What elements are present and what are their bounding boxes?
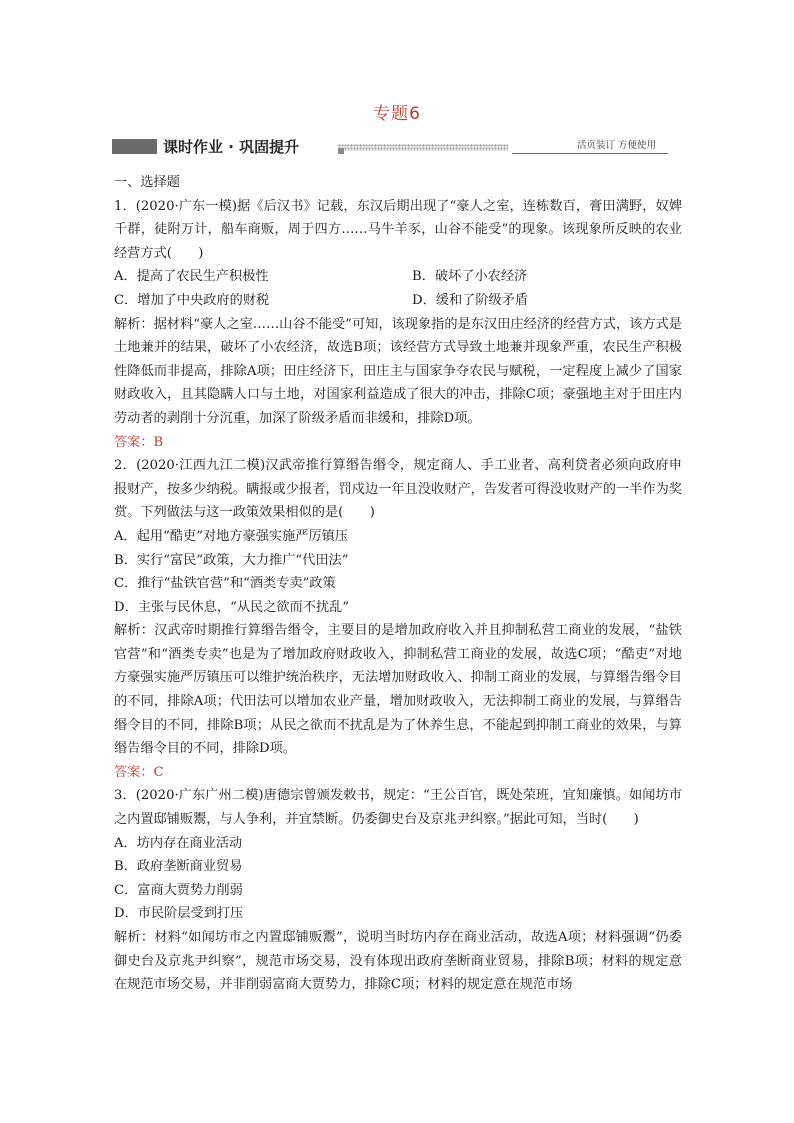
section-heading: 一、选择题 xyxy=(114,175,180,190)
answer-text: 答案：B xyxy=(114,434,164,450)
page-title: 专题6 xyxy=(373,104,421,124)
banner-square xyxy=(338,148,344,154)
analysis-text: 解析：汉武帝时期推行算缗告缗令，主要目的是增加政府收入并且抑制私营工商业的发展，“盐铁官营”和“酒类专卖”也是为了增加政府财政收入，抑制私营工商业的发展，故选C项；“酷吏”对地方豪强实施严厉镇压可以维护统治秩序，无法增加财政收入、抑制工商业的发展，与算缗告缗令目的不同，排除A项；代田法可以增加农业产量，增加财政收入，无法抑制工商业的发展，与算缗告缗令目的不同，排除B项；从民之欲而不扰乱是为了休养生息，不能起到抑制工商业的效果，与算缗告缗令目的不同，排除D项。 xyxy=(114,623,682,757)
banner-dots xyxy=(338,144,508,151)
banner-label: 课时作业 · 巩固提升 xyxy=(163,138,300,156)
option-row xyxy=(114,265,682,289)
banner-bar xyxy=(112,139,157,154)
section-banner xyxy=(112,136,668,158)
option-a: A．坊内存在商业活动 xyxy=(114,835,243,851)
answer-text: 答案：C xyxy=(114,764,164,780)
question-stem: 1．(2020·广东一模)据《后汉书》记载，东汉后期出现了“豪人之室，连栋数百，膏田满野，奴婢千群，徒附万计，船车商贩，周于四方……马牛羊豕，山谷不能受”的现象。该现象所反映的农业经营方式( ) xyxy=(114,198,682,261)
option-a: A．起用“酷吏”对地方豪强实施严厉镇压 xyxy=(114,528,349,544)
question-stem: 3．(2020·广东广州二模)唐德宗曾颁发敕书，规定：“王公百官，既处荣班，宜知廉慎。如闻坊市之内置邸铺贩鬻，与人争利，并宜禁断。仍委御史台及京兆尹纠察。”据此可知，当时( ) xyxy=(114,788,682,828)
option-c: C．推行“盐铁官营”和“酒类专卖”政策 xyxy=(114,576,336,592)
document-body xyxy=(114,171,682,997)
option-d: D．主张与民休息，“从民之欲而不扰乱” xyxy=(114,599,350,615)
banner-note: 活页装订 方便使用 xyxy=(576,140,656,151)
option-c: C．增加了中央政府的财税 xyxy=(114,292,270,308)
analysis-text: 解析：据材料“豪人之室……山谷不能受”可知，该现象指的是东汉田庄经济的经营方式，该方式是土地兼并的结果，破坏了小农经济，故选B项；该经营方式导致土地兼并现象严重，农民生产积极性降低而非提高，排除A项；田庄经济下，田庄主与国家争夺农民与赋税，一定程度上减少了国家财政收入，且其隐瞒人口与土地，对国家利益造成了很大的冲击，排除C项；豪强地主对于田庄内劳动者的剥削十分沉重，加深了阶级矛盾而非缓和，排除D项。 xyxy=(114,316,682,426)
option-d: D．缓和了阶级矛盾 xyxy=(412,292,529,308)
option-b: B．破坏了小农经济 xyxy=(412,269,528,285)
question-stem: 2．(2020·江西九江二模)汉武帝推行算缗告缗令，规定商人、手工业者、高利贷者必须向政府申报财产，按多少纳税。瞒报或少报者，罚戍边一年且没收财产，告发者可得没收财产的一半作为奖赏。下列做法与这一政策效果相似的是( ) xyxy=(114,458,682,521)
option-a: A．提高了农民生产积极性 xyxy=(114,269,269,285)
option-b: B．实行“富民”政策，大力推广“代田法” xyxy=(114,552,349,568)
option-row xyxy=(114,289,682,313)
option-c: C．富商大贾势力削弱 xyxy=(114,882,243,898)
option-b: B．政府垄断商业贸易 xyxy=(114,859,243,875)
banner-rule xyxy=(512,153,668,154)
analysis-text: 解析：材料“如闻坊市之内置邸铺贩鬻”，说明当时坊内存在商业活动，故选A项；材料强调“仍委御史台及京兆尹纠察”，规范市场交易，没有体现出政府垄断商业贸易，排除B项；材料的规定意在规范市场交易，并非削弱富商大贾势力，排除C项；材料的规定意在规范市场 xyxy=(114,930,682,993)
option-d: D．市民阶层受到打压 xyxy=(114,906,244,922)
